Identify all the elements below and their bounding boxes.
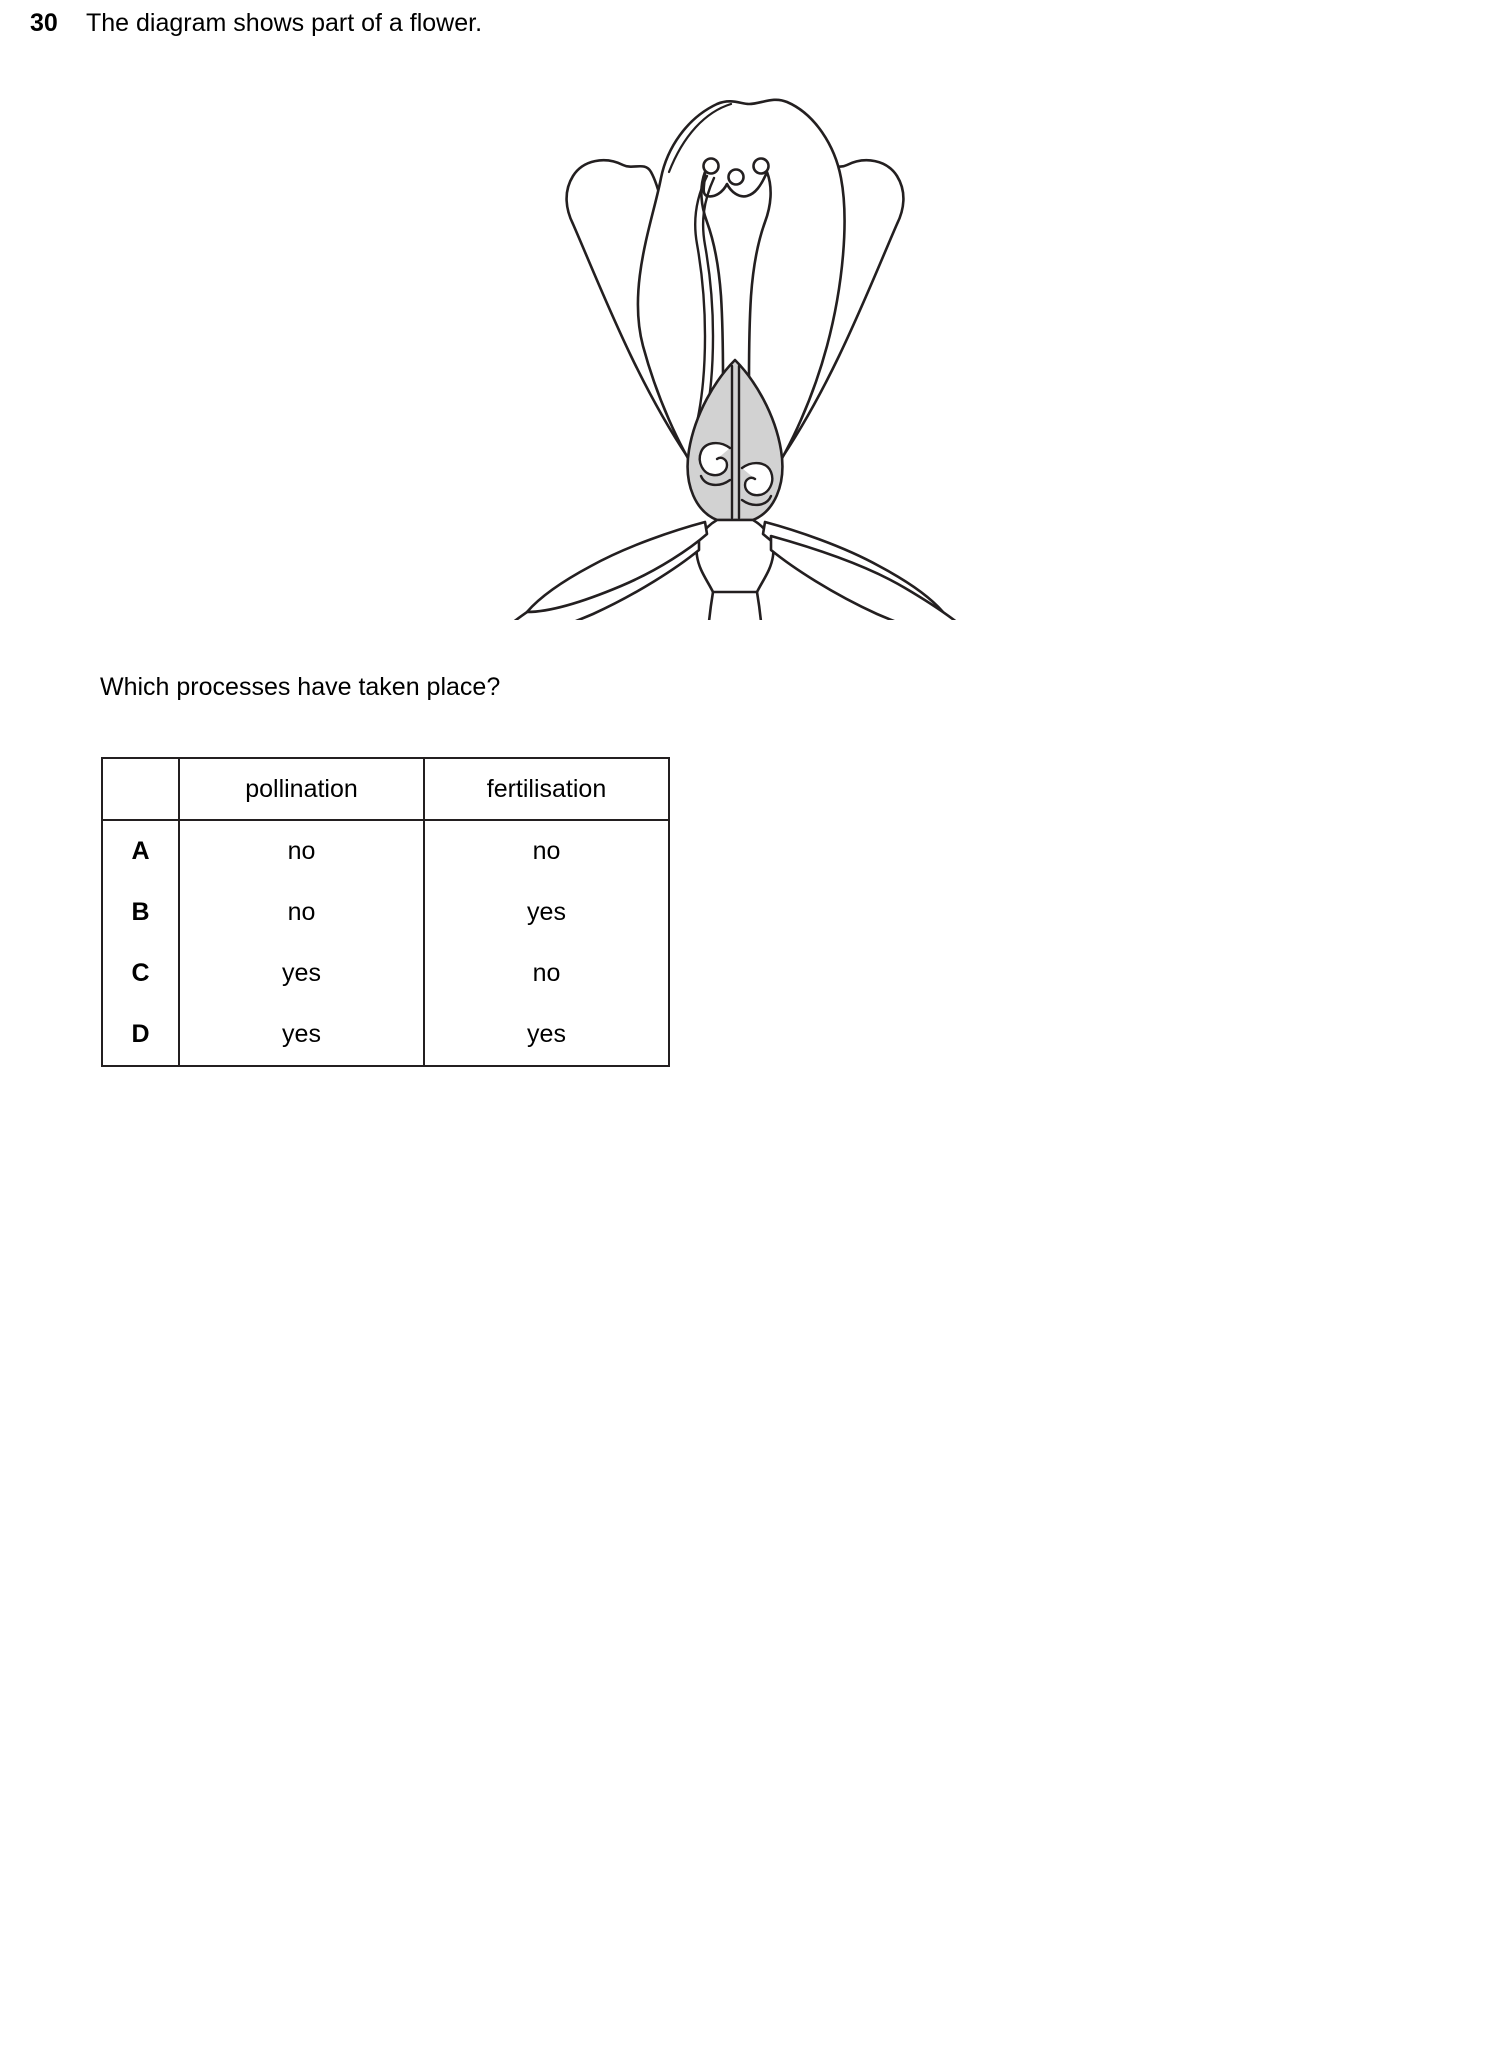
answer-options-table: [101, 757, 670, 1067]
receptacle: [697, 520, 774, 592]
question-number: 30: [30, 9, 58, 37]
question-header: [30, 8, 1430, 38]
cell-d-pollination: yes: [179, 1004, 424, 1066]
header-corner-cell: [102, 758, 179, 820]
header-pollination: pollination: [179, 758, 424, 820]
cell-b-fertilisation: yes: [424, 882, 669, 943]
option-letter-a: A: [102, 820, 179, 882]
table-row[interactable]: [102, 943, 669, 1004]
pedicel-left: [707, 592, 713, 620]
cell-b-pollination: no: [179, 882, 424, 943]
option-letter-b: B: [102, 882, 179, 943]
table-row[interactable]: [102, 820, 669, 882]
flower-diagram: [455, 60, 1015, 620]
ovule-left: [700, 443, 730, 475]
option-letter-d: D: [102, 1004, 179, 1066]
question-stem: The diagram shows part of a flower.: [86, 9, 483, 37]
sepal-right-outer: [771, 536, 981, 620]
page-footer: [0, 2029, 1500, 2048]
flower-diagram-svg: [455, 60, 1015, 620]
cell-a-fertilisation: no: [424, 820, 669, 882]
pedicel-right: [757, 592, 763, 620]
options-table: [101, 757, 670, 1067]
cell-c-pollination: yes: [179, 943, 424, 1004]
cell-d-fertilisation: yes: [424, 1004, 669, 1066]
ovule-right: [742, 463, 772, 495]
table-row[interactable]: [102, 882, 669, 943]
header-fertilisation: fertilisation: [424, 758, 669, 820]
cell-a-pollination: no: [179, 820, 424, 882]
cell-c-fertilisation: no: [424, 943, 669, 1004]
option-letter-c: C: [102, 943, 179, 1004]
question-prompt: Which processes have taken place?: [100, 673, 501, 701]
table-row[interactable]: [102, 1004, 669, 1066]
table-header-row: [102, 758, 669, 820]
pollen-grain-centre: [729, 170, 744, 185]
